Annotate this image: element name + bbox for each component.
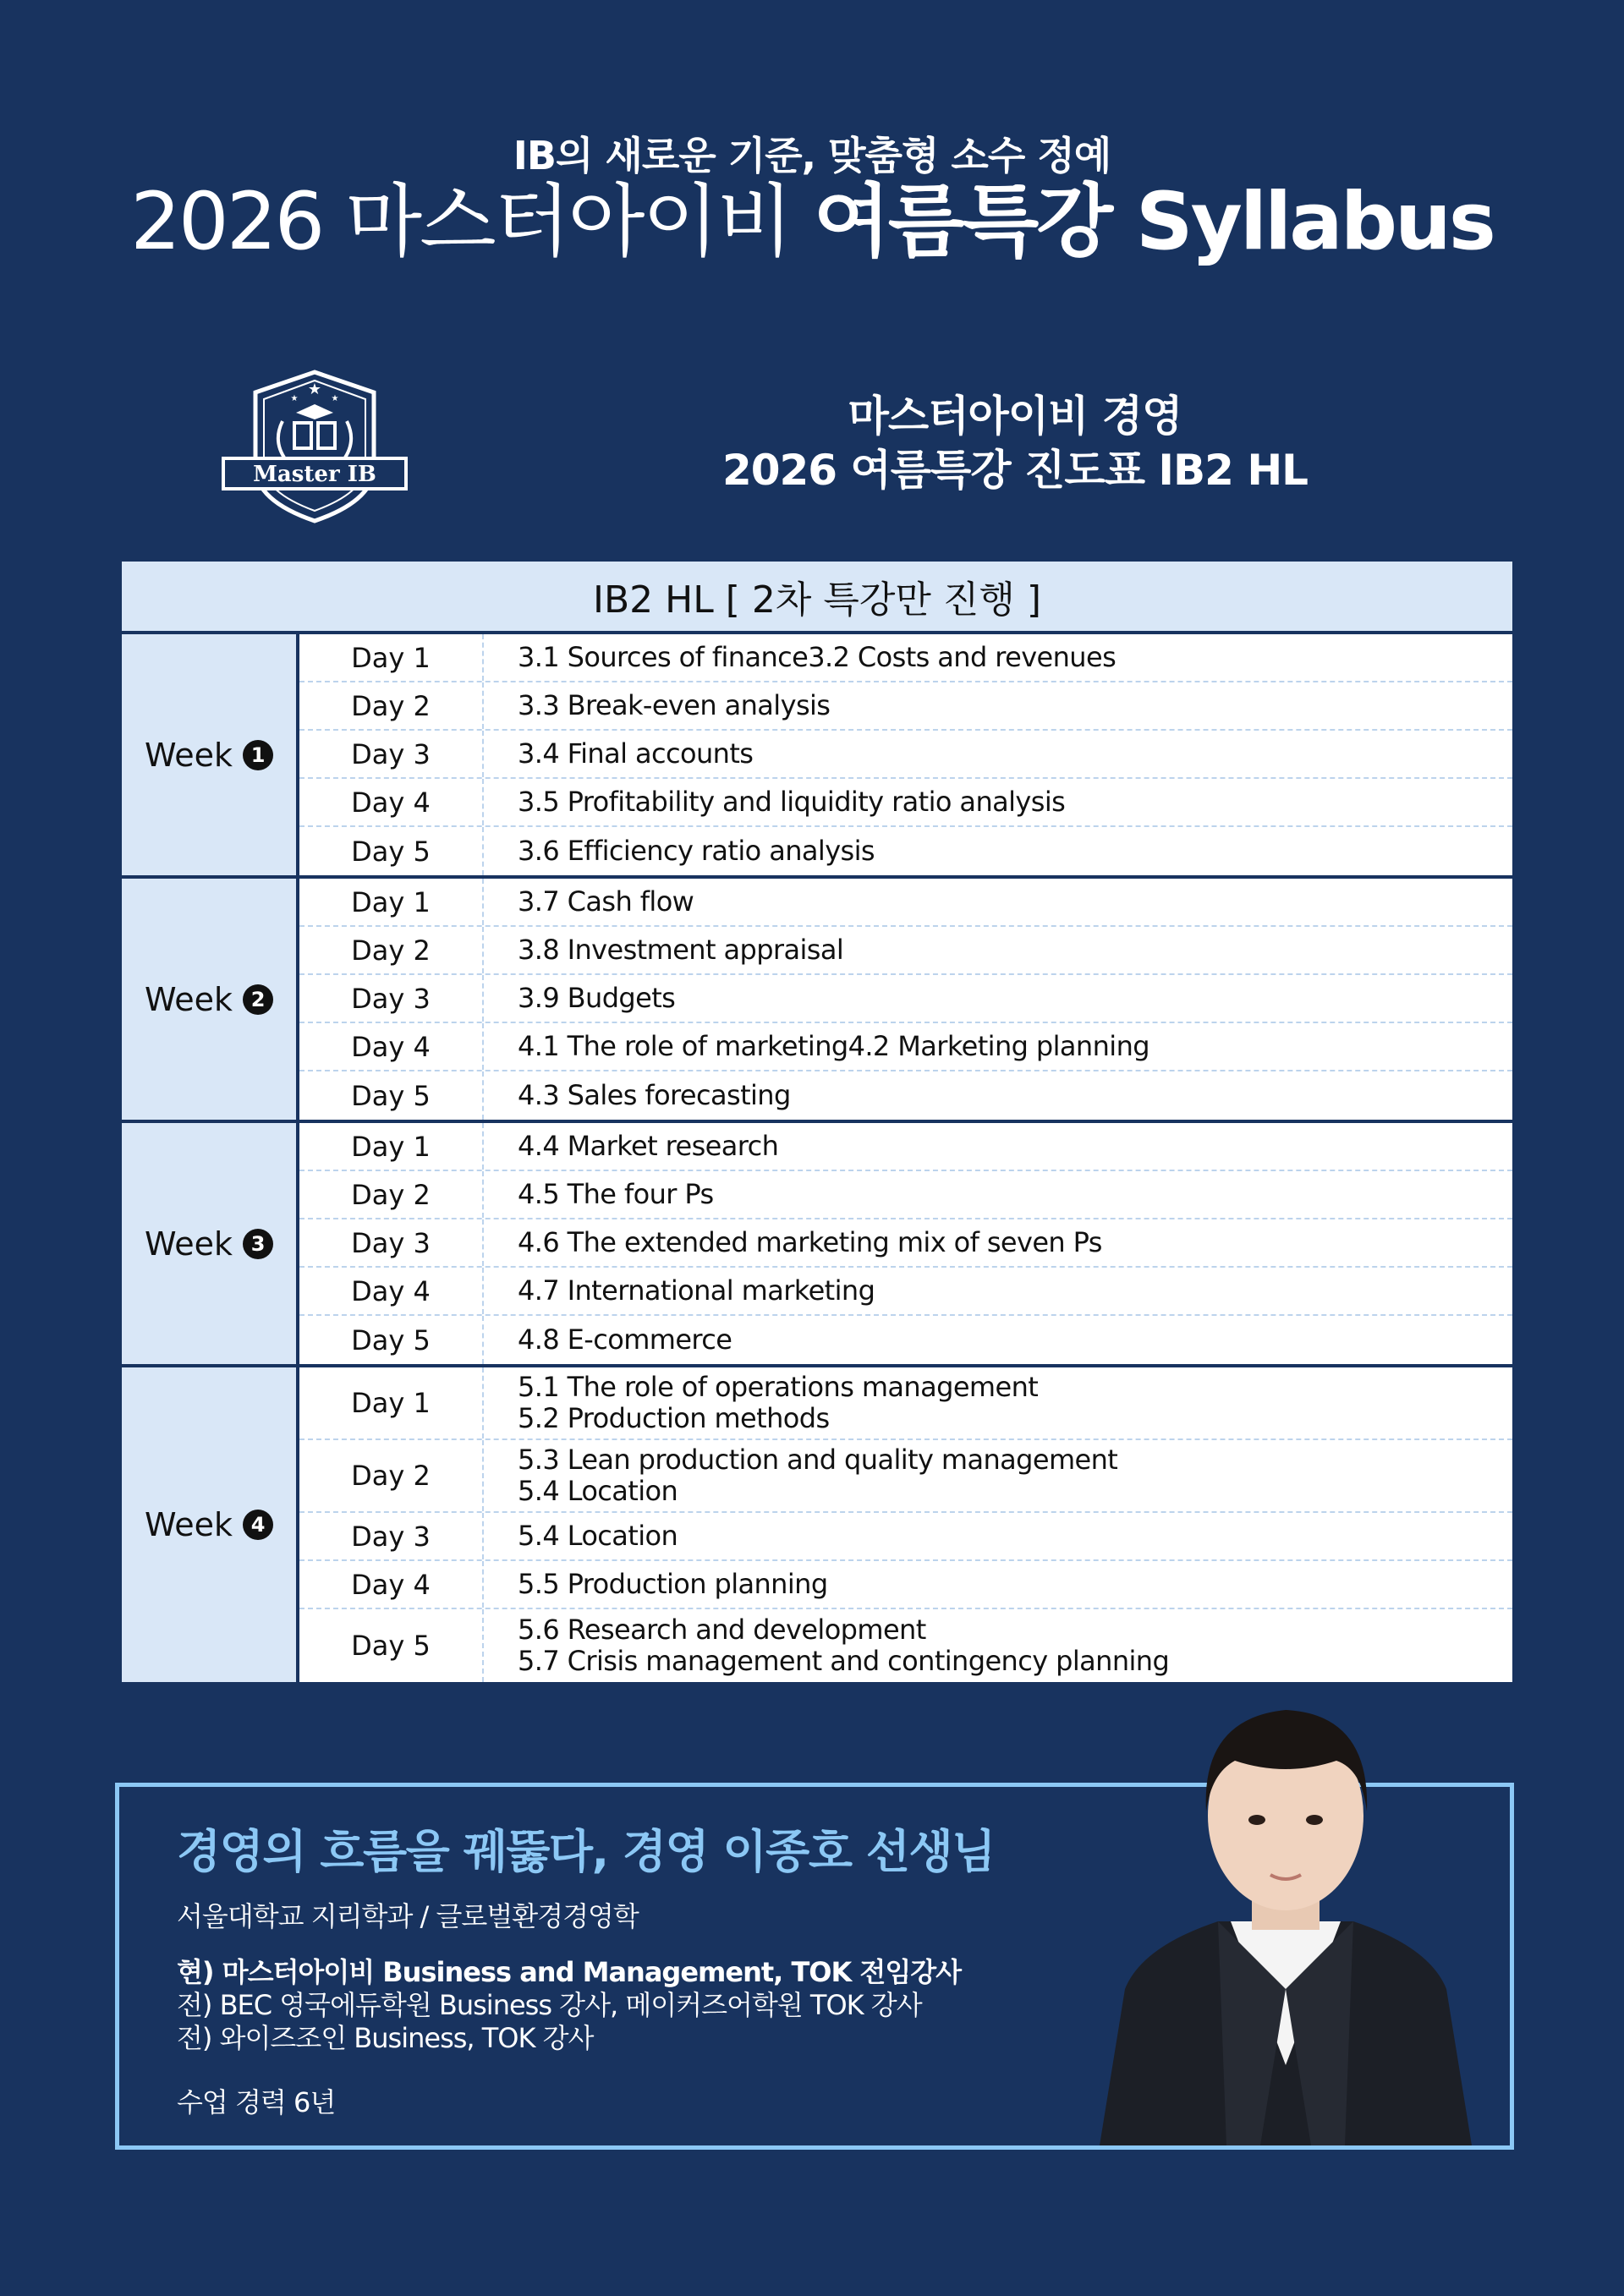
teacher-headline: 경영의 흐름을 꿰뚫다, 경영 이종호 선생님 [177,1825,995,1878]
week-block [122,1367,1512,1682]
table-row [299,1219,1512,1268]
table-row [299,682,1512,731]
week-label-text: Week [144,1506,233,1543]
day-cell: Day 5 [299,1071,484,1120]
topic-cell [484,934,1512,966]
topic-cell [484,786,1512,818]
career-past-2: 전) 와이즈조인 Business, TOK 강사 [177,2022,594,2054]
teacher-education: 서울대학교 지리학과 / 글로벌환경경영학 [177,1900,639,1932]
topic-cell [484,1131,1512,1162]
teacher-photo [1091,1668,1480,2145]
day-cell: Day 1 [299,1367,484,1438]
topic-cell [484,1080,1512,1111]
day-cell: Day 4 [299,1023,484,1070]
topic-line: 5.7 Crisis management and contingency planning [518,1645,1170,1677]
course-heading-line-1: 마스터아이비 경영 [848,392,1182,441]
course-heading [660,389,1370,497]
topic-cell [484,1372,1512,1434]
topic-line: 3.8 Investment appraisal [518,934,844,966]
day-cell: Day 3 [299,975,484,1022]
table-row [299,1367,1512,1440]
day-cell: Day 2 [299,682,484,729]
topic-line: 4.5 The four Ps [518,1178,714,1210]
day-cell: Day 3 [299,731,484,777]
page-title [0,176,1624,269]
topic-line: 5.6 Research and development [518,1614,926,1646]
teacher-experience: 수업 경력 6년 [177,2086,336,2118]
career-current: 현) 마스터아이비 Business and Management, TOK 전임강사 [177,1956,962,1988]
week-label-text: Week [144,736,233,774]
day-cell: Day 3 [299,1513,484,1559]
table-header: IB2 HL [ 2차 특강만 진행 ] [122,562,1512,634]
topic-line: 3.1 Sources of finance3.2 Costs and revenues [518,641,1116,673]
topic-line: 4.7 International marketing [518,1274,875,1307]
table-row [299,1316,1512,1364]
topic-line: 3.7 Cash flow [518,885,694,918]
svg-text:★: ★ [331,394,339,403]
day-cell: Day 2 [299,1440,484,1511]
topic-cell [484,1521,1512,1552]
table-row [299,927,1512,975]
day-cell: Day 1 [299,879,484,925]
week-label [122,1367,299,1682]
table-row [299,1171,1512,1219]
table-row [299,1123,1512,1171]
week-label [122,1123,299,1364]
day-cell: Day 4 [299,779,484,825]
weeks-container [122,634,1512,1682]
topic-line: 3.5 Profitability and liquidity ratio analysis [518,786,1066,818]
topic-line: 4.3 Sales forecasting [518,1079,791,1111]
week-number-badge: 2 [243,984,273,1015]
topic-cell [484,738,1512,770]
day-cell: Day 2 [299,927,484,973]
topic-line: 5.2 Production methods [518,1402,830,1434]
topic-cell [484,836,1512,867]
topic-line: 3.6 Efficiency ratio analysis [518,835,875,867]
week-block [122,1123,1512,1367]
table-row [299,779,1512,827]
topic-line: 4.6 The extended marketing mix of seven Ps [518,1226,1102,1258]
day-list [299,634,1512,875]
day-cell: Day 2 [299,1171,484,1218]
topic-line: 5.4 Location [518,1475,678,1507]
svg-text:★: ★ [307,381,322,398]
day-list [299,1367,1512,1682]
topic-line: 5.4 Location [518,1520,678,1552]
table-row [299,731,1512,779]
topic-cell [484,1324,1512,1356]
title-part-1: 2026 마스터아이비 [130,176,814,268]
week-number-badge: 1 [243,740,273,770]
table-row [299,879,1512,927]
day-cell: Day 5 [299,1609,484,1682]
table-row [299,1268,1512,1316]
day-cell: Day 5 [299,827,484,875]
week-block [122,634,1512,879]
week-label [122,879,299,1120]
svg-text:★: ★ [290,394,299,403]
topic-line: 3.3 Break-even analysis [518,689,831,721]
day-cell: Day 5 [299,1316,484,1364]
syllabus-table [122,562,1512,1682]
week-label-text: Week [144,1225,233,1263]
topic-cell [484,886,1512,918]
topic-cell [484,1031,1512,1062]
table-row [299,1023,1512,1071]
teacher-career [177,1956,961,2055]
day-cell: Day 3 [299,1219,484,1266]
topic-line: 5.3 Lean production and quality management [518,1444,1118,1476]
table-row [299,827,1512,875]
table-row [299,634,1512,682]
topic-line: 4.8 E-commerce [518,1323,732,1356]
day-cell: Day 4 [299,1561,484,1608]
topic-cell [484,983,1512,1014]
topic-line: 3.9 Budgets [518,982,676,1014]
topic-cell [484,1444,1512,1507]
week-number-badge: 3 [243,1229,273,1259]
day-cell: Day 1 [299,634,484,681]
topic-cell [484,1275,1512,1307]
day-list [299,879,1512,1120]
week-block [122,879,1512,1123]
table-row [299,1440,1512,1513]
table-row [299,1071,1512,1120]
week-label-text: Week [144,980,233,1018]
week-label [122,634,299,875]
topic-cell [484,642,1512,673]
day-cell: Day 4 [299,1268,484,1314]
topic-line: 3.4 Final accounts [518,737,754,770]
topic-line: 4.4 Market research [518,1130,779,1162]
topic-cell [484,690,1512,721]
day-list [299,1123,1512,1364]
logo-text: Master IB [253,462,376,487]
topic-line: 5.1 The role of operations management [518,1371,1039,1403]
title-part-2: 여름특강 Syllabus [813,176,1494,268]
topic-line: 4.1 The role of marketing4.2 Marketing planning [518,1030,1149,1062]
topic-cell [484,1179,1512,1210]
table-row [299,975,1512,1023]
topic-line: 5.5 Production planning [518,1568,828,1600]
table-row [299,1561,1512,1609]
week-number-badge: 4 [243,1510,273,1540]
topic-cell [484,1227,1512,1258]
table-row [299,1513,1512,1561]
career-past-1: 전) BEC 영국에듀학원 Business 강사, 메이커즈어학원 TOK 강사 [177,1989,922,2021]
master-ib-logo [222,365,408,526]
page-subtitle: IB의 새로운 기준, 맞춤형 소수 정예 [513,133,1111,178]
course-heading-line-2: 2026 여름특강 진도표 IB2 HL [721,446,1309,495]
day-cell: Day 1 [299,1123,484,1170]
topic-cell [484,1569,1512,1600]
